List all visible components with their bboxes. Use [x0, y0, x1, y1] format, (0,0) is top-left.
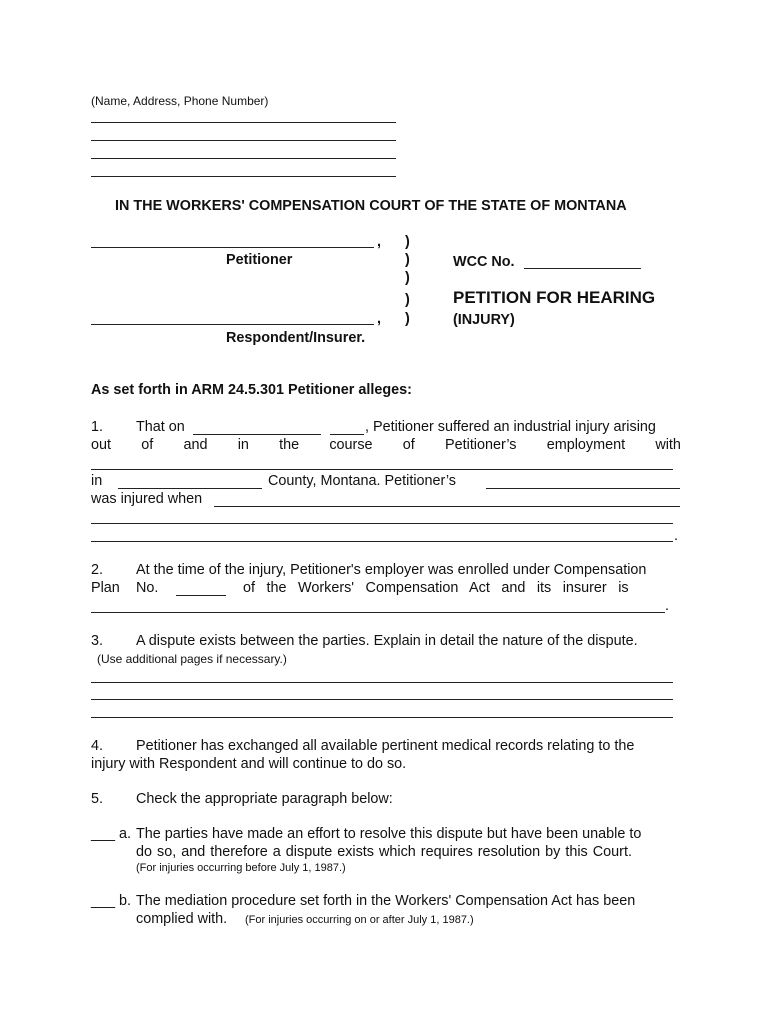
para1-number: 1. [91, 419, 104, 435]
court-title: IN THE WORKERS' COMPENSATION COURT OF THE STATE OF MONTANA [115, 198, 627, 214]
option-b-line2: complied with. [136, 911, 228, 927]
caption-paren: ) [405, 270, 410, 286]
intro-text: As set forth in ARM 24.5.301 Petitioner alleges: [91, 382, 412, 398]
injury-description-field-1[interactable] [214, 506, 680, 507]
para3-number: 3. [91, 633, 104, 649]
wcc-label: WCC No. [453, 254, 515, 270]
name-address-line-2[interactable] [91, 140, 396, 141]
para2-line2-rest [243, 580, 680, 596]
petition-title: PETITION FOR HEARING [453, 288, 656, 307]
para2-of-the-text: of the Workers' Compensation Act and its insurer is [243, 580, 629, 596]
word: employment [546, 437, 626, 453]
para3-note: (Use additional pages if necessary.) [97, 652, 287, 666]
wcc-number-field[interactable] [524, 268, 641, 269]
option-b-checkbox[interactable]: ___ [91, 893, 116, 909]
option-a-note: (For injuries occurring before July 1, 1987.) [136, 862, 346, 874]
employer-name-field[interactable] [91, 469, 673, 470]
para5-number: 5. [91, 791, 104, 807]
word: of [141, 437, 154, 453]
option-b-note: (For injuries occurring on or after July 1, 1987.) [245, 914, 474, 926]
caption-comma: , [377, 234, 381, 250]
word: out [91, 437, 112, 453]
injury-description-field-2[interactable] [91, 523, 673, 524]
injury-date-field[interactable] [193, 434, 321, 435]
para1-injured-when: was injured when [91, 491, 203, 507]
occupation-field[interactable] [486, 488, 680, 489]
para2-number: 2. [91, 562, 104, 578]
para4-number: 4. [91, 738, 104, 754]
respondent-label: Respondent/Insurer. [226, 330, 366, 346]
injury-year-field[interactable] [330, 434, 364, 435]
para1-period: . [674, 528, 678, 544]
caption-paren: ) [405, 292, 410, 308]
word: Petitioner’s [445, 437, 517, 453]
word: and [183, 437, 208, 453]
para1-line1-rest: , Petitioner suffered an industrial injury arising [365, 419, 656, 435]
insurer-name-field[interactable] [91, 612, 665, 613]
option-a-line1: The parties have made an effort to resolve this dispute but have been unable to [136, 826, 642, 842]
para3-text: A dispute exists between the parties. Explain in detail the nature of the dispute. [136, 633, 638, 649]
county-field[interactable] [118, 488, 262, 489]
para4-line1: Petitioner has exchanged all available pertinent medical records relating to the [136, 738, 635, 754]
name-address-line-3[interactable] [91, 158, 396, 159]
option-a-label: a. [119, 826, 132, 842]
caption-comma: , [377, 311, 381, 327]
caption-paren: ) [405, 234, 410, 250]
respondent-name-line[interactable] [91, 324, 374, 325]
option-a-checkbox[interactable]: ___ [91, 826, 116, 842]
para5-text: Check the appropriate paragraph below: [136, 791, 393, 807]
option-b-label: b. [119, 893, 132, 909]
word: the [279, 437, 300, 453]
petition-subtitle: (INJURY) [453, 312, 515, 328]
name-address-line-4[interactable] [91, 176, 396, 177]
dispute-field-2[interactable] [91, 699, 673, 700]
caption-paren: ) [405, 252, 410, 268]
option-a-line2: do so, and therefore a dispute exists which requires resolution by this Court. [136, 844, 632, 860]
para2-no: No. [136, 580, 159, 596]
para1-that-on: That on [136, 419, 185, 435]
word: with [655, 437, 681, 453]
petitioner-label: Petitioner [226, 252, 293, 268]
petitioner-name-line[interactable] [91, 247, 374, 248]
name-address-label: (Name, Address, Phone Number) [91, 94, 269, 108]
dispute-field-3[interactable] [91, 717, 673, 718]
caption-paren: ) [405, 311, 410, 327]
word: of [402, 437, 415, 453]
para2-line1: At the time of the injury, Petitioner's employer was enrolled under Compensation [136, 562, 647, 578]
word: in [237, 437, 249, 453]
para1-county: County, Montana. Petitioner’s [268, 473, 456, 489]
para1-line2 [91, 437, 681, 453]
option-b-line1: The mediation procedure set forth in the Workers' Compensation Act has been [136, 893, 636, 909]
para2-plan: Plan [91, 580, 120, 596]
para1-in: in [91, 473, 103, 489]
injury-description-field-3[interactable] [91, 541, 673, 542]
dispute-field-1[interactable] [91, 682, 673, 683]
para4-line2: injury with Respondent and will continue to do so. [91, 756, 407, 772]
para2-period: . [665, 598, 669, 614]
name-address-line-1[interactable] [91, 122, 396, 123]
compensation-plan-field[interactable] [176, 595, 226, 596]
word: course [329, 437, 373, 453]
